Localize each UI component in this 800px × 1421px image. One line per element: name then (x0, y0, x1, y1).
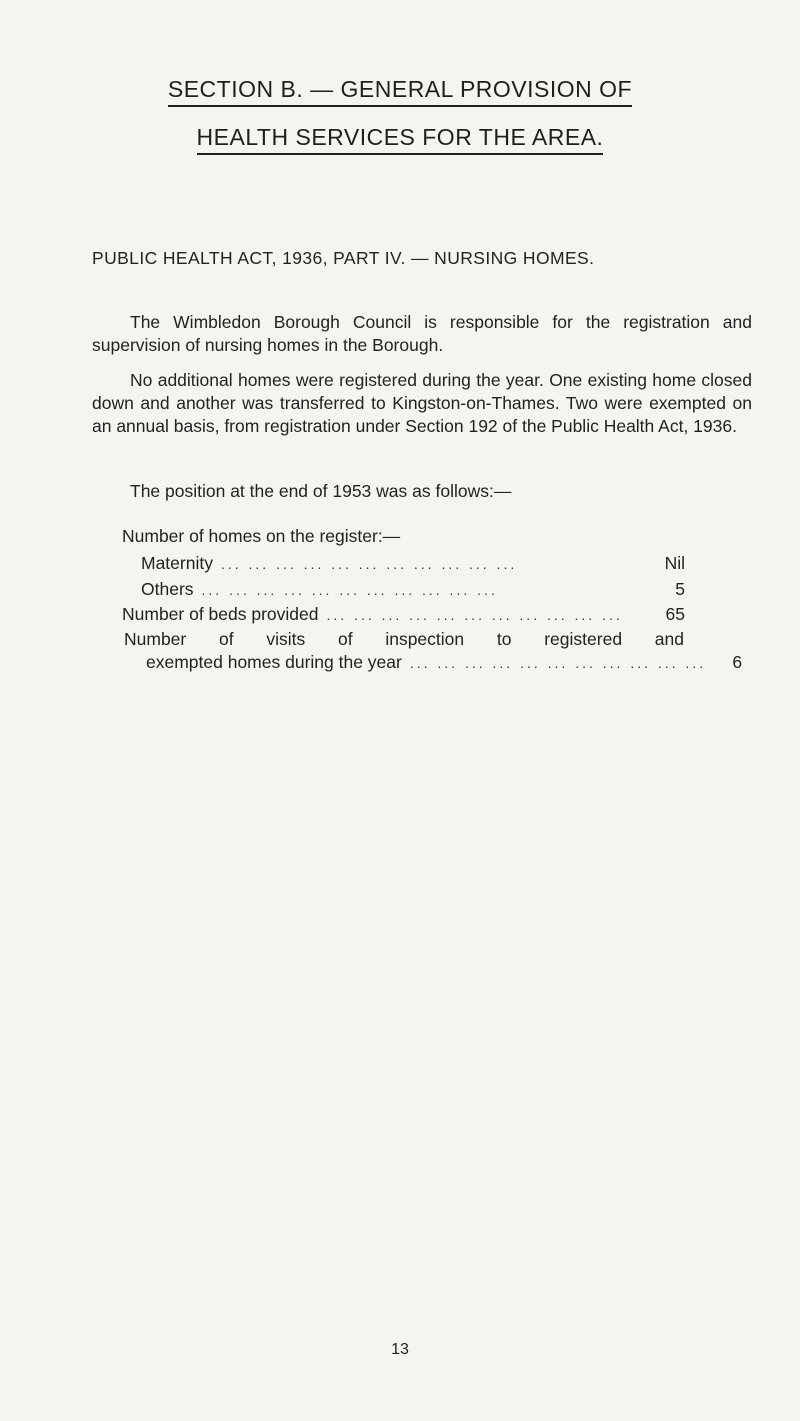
beds-value: 65 (665, 604, 685, 624)
dot-leader: ... ... ... ... ... ... ... ... ... ... ... (220, 556, 518, 572)
dot-leader: ... ... ... ... ... ... ... ... ... ... ... (326, 607, 623, 623)
paragraph-responsibility: The Wimbledon Borough Council is responsible for the registration and supervision of nursing homes in the Borough. (92, 312, 752, 355)
visits-label-line1: Number of visits of inspection to registered and (124, 629, 684, 649)
visits-value: 6 (732, 652, 743, 672)
section-heading-line1: SECTION B. — GENERAL PROVISION OF (0, 76, 800, 103)
maternity-value: Nil (664, 553, 685, 573)
register-heading: Number of homes on the register:— (122, 526, 401, 546)
row-visits (146, 651, 743, 675)
paragraph-position: The position at the end of 1953 was as follows:— (130, 481, 512, 501)
subheading: PUBLIC HEALTH ACT, 1936, PART IV. — NURSING HOMES. (92, 248, 595, 268)
page-number: 13 (391, 1341, 409, 1358)
row-beds (122, 603, 685, 627)
maternity-label: Maternity (141, 553, 213, 573)
others-label: Others (141, 579, 194, 599)
beds-label: Number of beds provided (122, 604, 319, 624)
others-value: 5 (675, 579, 685, 599)
section-heading-line2: HEALTH SERVICES FOR THE AREA. (0, 124, 800, 151)
dot-leader: ... ... ... ... ... ... ... ... ... ... ... (201, 582, 498, 598)
row-others (141, 578, 685, 602)
visits-label-line2: exempted homes during the year (146, 652, 402, 672)
row-maternity (141, 552, 685, 576)
dot-leader: ... ... ... ... ... ... ... ... ... ... ... (409, 655, 707, 671)
paragraph-registrations: No additional homes were registered during the year. One existing home closed down and another was transferred to Kingston-on-Thames. Two were exempted on an annual basis, from registration under Section 192 of the Public Health Act, 1936. (92, 370, 752, 436)
